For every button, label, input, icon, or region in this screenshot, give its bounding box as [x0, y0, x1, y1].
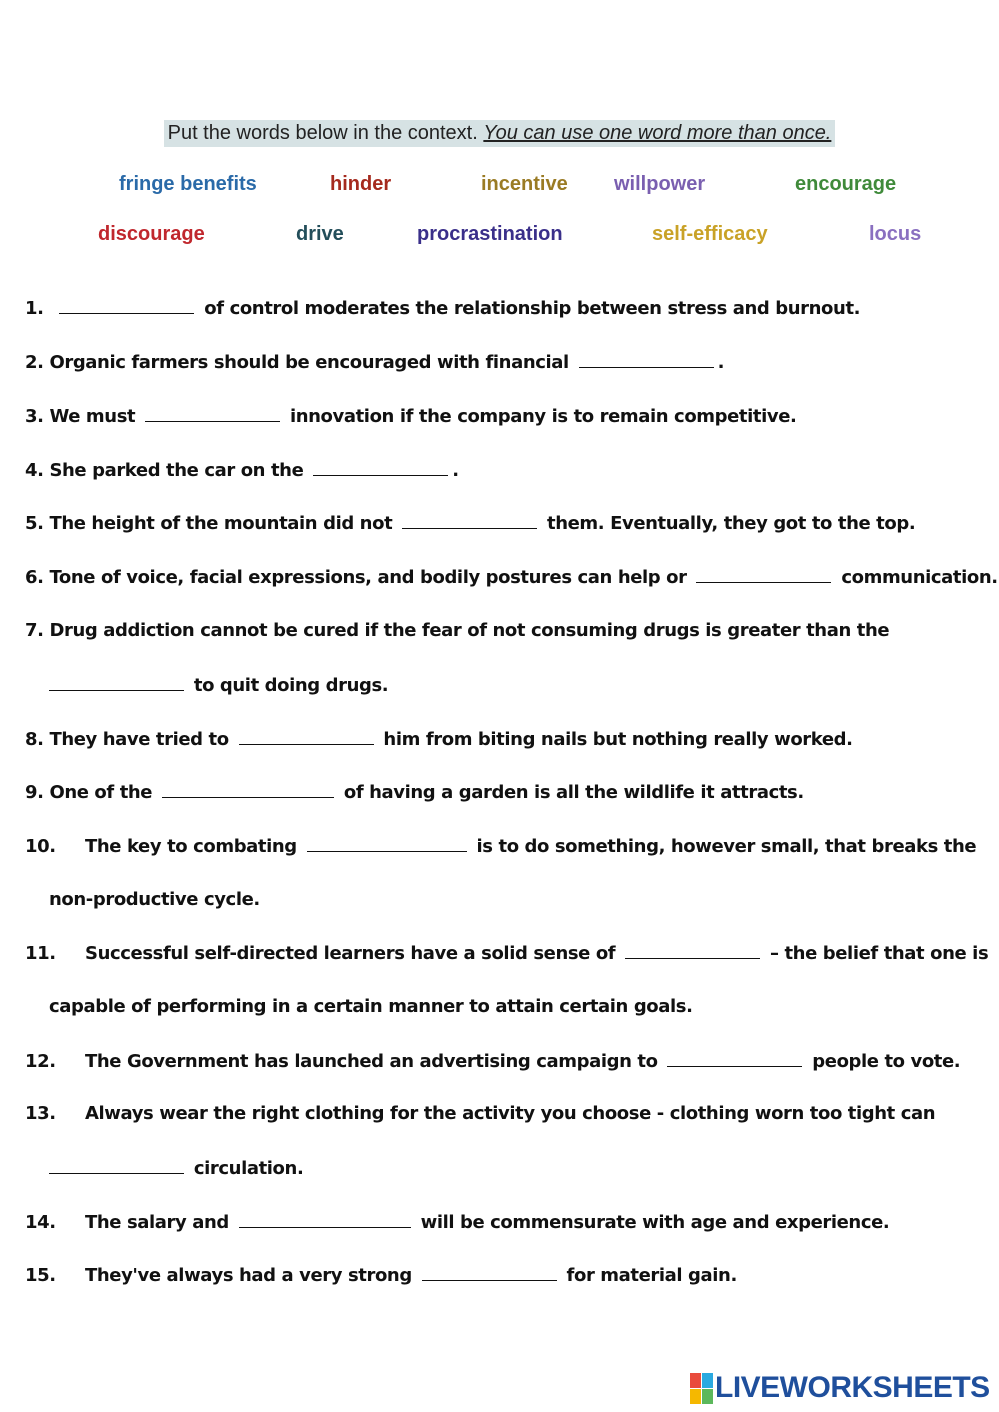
question-text: We must: [49, 406, 142, 427]
instruction-text: Put the words below in the context.: [167, 122, 478, 144]
answer-blank[interactable]: [696, 566, 831, 583]
answer-blank[interactable]: [625, 942, 760, 959]
question-7: [25, 620, 889, 641]
question-8: [25, 728, 853, 750]
question-text: One of the: [49, 782, 158, 803]
question-number: 14.: [25, 1212, 56, 1233]
question-text: Successful self-directed learners have a solid sense of: [85, 943, 622, 964]
word-bank-item: self-efficacy: [652, 223, 768, 245]
answer-blank[interactable]: [145, 405, 280, 422]
word-bank-item: procrastination: [417, 223, 563, 245]
question-number: 11.: [25, 943, 56, 964]
question-number: 12.: [25, 1051, 56, 1072]
question-number: 3.: [25, 406, 44, 427]
question-number: 7.: [25, 620, 44, 641]
question-text: innovation if the company is to remain competitive.: [284, 406, 797, 427]
question-number: 1.: [25, 298, 44, 319]
question-2: [25, 351, 724, 373]
question-text: is to do something, however small, that breaks the: [470, 836, 977, 857]
instruction-box: [164, 120, 836, 147]
answer-blank[interactable]: [402, 512, 537, 529]
answer-blank[interactable]: [49, 674, 184, 691]
question-text: of having a garden is all the wildlife it attracts.: [338, 782, 804, 803]
answer-blank[interactable]: [307, 835, 467, 852]
question-text: circulation.: [188, 1158, 304, 1179]
question-text: will be commensurate with age and experience.: [414, 1212, 890, 1233]
question-number: 8.: [25, 729, 44, 750]
question-text: of control moderates the relationship between stress and burnout.: [198, 298, 861, 319]
logo-square-green: [702, 1389, 713, 1404]
question-text: him from biting nails but nothing really worked.: [377, 729, 853, 750]
question-text: She parked the car on the: [49, 460, 310, 481]
question-number: 6.: [25, 567, 44, 588]
question-3: [25, 405, 796, 427]
question-12: [25, 1050, 960, 1072]
logo-text: LIVEWORKSHEETS: [715, 1371, 990, 1404]
word-bank-item: hinder: [330, 173, 392, 195]
logo-icon: [690, 1373, 713, 1404]
answer-blank[interactable]: [162, 781, 334, 798]
answer-blank[interactable]: [239, 1211, 411, 1228]
question-text: The height of the mountain did not: [49, 513, 399, 534]
question-number: 9.: [25, 782, 44, 803]
answer-blank[interactable]: [59, 297, 194, 314]
question-text: non-productive cycle.: [49, 889, 260, 910]
question-text: them. Eventually, they got to the top.: [541, 513, 916, 534]
question-text: Drug addiction cannot be cured if the fear of not consuming drugs is greater than the: [49, 620, 890, 641]
logo-square-yellow: [690, 1389, 701, 1404]
question-number: 13.: [25, 1103, 56, 1124]
question-text: They have tried to: [49, 729, 235, 750]
word-bank-item: locus: [869, 223, 922, 245]
question-text: people to vote.: [806, 1051, 961, 1072]
question-text: to quit doing drugs.: [188, 675, 389, 696]
answer-blank[interactable]: [49, 1157, 184, 1174]
question-number: 15.: [25, 1265, 56, 1286]
question-4: [25, 459, 459, 481]
question-text: The salary and: [85, 1212, 235, 1233]
question-11-continued: [49, 996, 693, 1017]
question-number: 4.: [25, 460, 44, 481]
question-text: .: [452, 460, 459, 481]
question-9: [25, 781, 804, 803]
question-1: [25, 297, 860, 319]
instruction-header: [0, 120, 999, 147]
question-10: [25, 835, 976, 857]
question-text: – the belief that one is: [764, 943, 989, 964]
question-14: [25, 1211, 889, 1233]
answer-blank[interactable]: [667, 1050, 802, 1067]
answer-blank[interactable]: [579, 351, 714, 368]
answer-blank[interactable]: [422, 1264, 557, 1281]
question-13-continued: [49, 1157, 303, 1179]
question-13: [25, 1103, 935, 1124]
answer-blank[interactable]: [239, 728, 374, 745]
word-bank-item: fringe benefits: [119, 173, 257, 195]
instruction-emphasis: You can use one word more than once.: [483, 122, 832, 144]
question-6: [25, 566, 998, 588]
question-text: The key to combating: [85, 836, 303, 857]
question-5: [25, 512, 915, 534]
question-text: The Government has launched an advertising campaign to: [85, 1051, 664, 1072]
question-7-continued: [49, 674, 388, 696]
question-number: 5.: [25, 513, 44, 534]
logo-square-blue: [702, 1373, 713, 1388]
word-bank-item: drive: [296, 223, 344, 245]
word-bank-item: encourage: [795, 173, 897, 195]
question-text: capable of performing in a certain manner to attain certain goals.: [49, 996, 693, 1017]
word-bank-item: discourage: [98, 223, 205, 245]
logo-square-red: [690, 1373, 701, 1388]
liveworksheets-logo[interactable]: [690, 1372, 990, 1404]
question-11: [25, 942, 988, 964]
question-text: communication.: [835, 567, 998, 588]
question-text: for material gain.: [560, 1265, 737, 1286]
question-10-continued: [49, 889, 260, 910]
question-text: Organic farmers should be encouraged with financial: [49, 352, 575, 373]
answer-blank[interactable]: [313, 459, 448, 476]
question-text: .: [717, 352, 725, 373]
question-number: 10.: [25, 836, 56, 857]
word-bank-item: incentive: [481, 173, 568, 195]
question-15: [25, 1264, 737, 1286]
question-text: They've always had a very strong: [85, 1265, 418, 1286]
question-text: Tone of voice, facial expressions, and bodily postures can help or: [49, 567, 693, 588]
question-text: Always wear the right clothing for the activity you choose - clothing worn too tight can: [85, 1103, 936, 1124]
word-bank-item: willpower: [614, 173, 706, 195]
question-number: 2.: [25, 352, 44, 373]
